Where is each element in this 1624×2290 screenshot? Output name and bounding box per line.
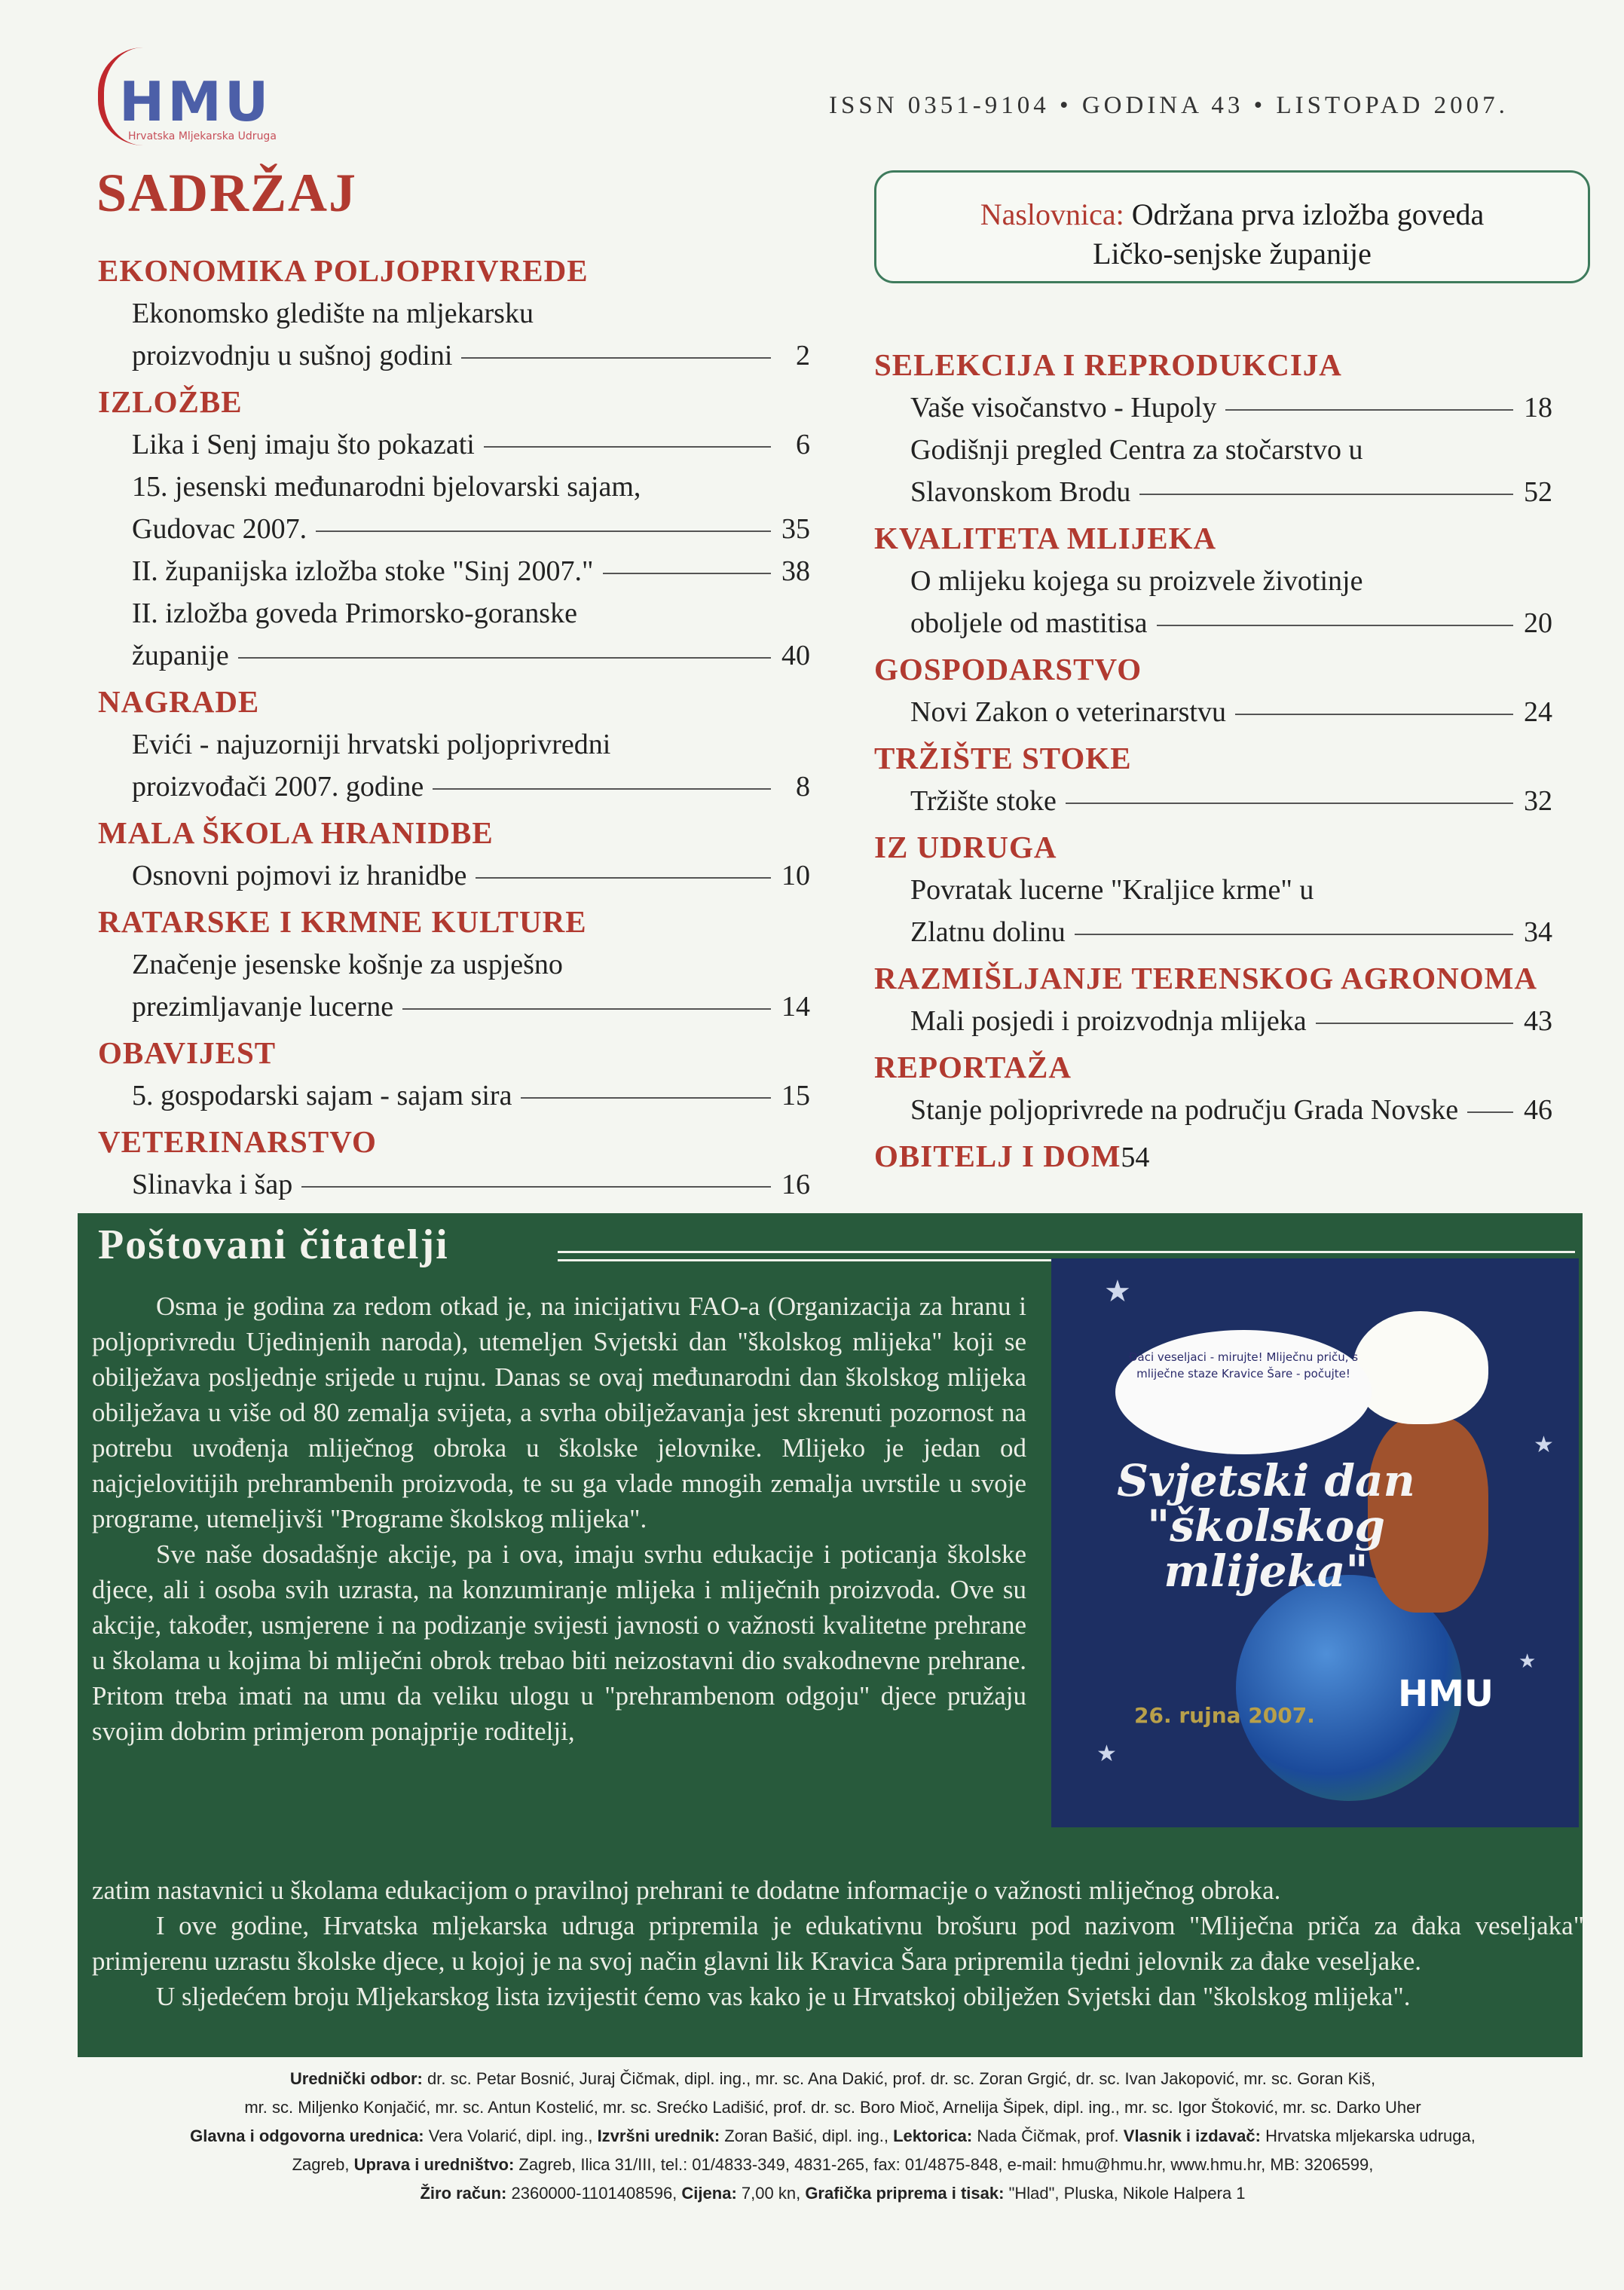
- toc-page-number: 20: [1524, 607, 1552, 639]
- toc-section-heading: RAZMIŠLJANJE TERENSKOG AGRONOMA: [874, 961, 1537, 995]
- toc-page-number: 43: [1524, 1005, 1552, 1037]
- school-milk-poster: [1051, 1258, 1579, 1827]
- toc-entry: [910, 1000, 1552, 1042]
- footer-label: Žiro račun:: [420, 2184, 507, 2203]
- leader-line: [484, 446, 771, 448]
- toc-page-number: 24: [1524, 696, 1552, 728]
- toc-section-heading: RATARSKE I KRMNE KULTURE: [98, 904, 587, 939]
- footer-label: Vlasnik i izdavač:: [1123, 2126, 1261, 2145]
- speech-bubble-text: Đaci veseljaci - mirujte! Mliječnu priču, s mliječne staze Kravice Šare - počujte!: [1128, 1350, 1359, 1380]
- toc-page-number: 35: [781, 513, 810, 545]
- toc-entry: [910, 869, 1552, 953]
- toc-page-number: 10: [781, 860, 810, 891]
- toc-section: [98, 900, 810, 1028]
- leader-line: [316, 530, 771, 532]
- toc-entry-title: Vaše visočanstvo - Hupoly: [910, 392, 1217, 423]
- toc-page-number: 34: [1524, 916, 1552, 948]
- leader-line: [1467, 1111, 1513, 1113]
- toc-entry: [132, 292, 810, 377]
- toc-section: [874, 516, 1552, 644]
- footer-label: Uprava i uredništvo:: [353, 2155, 515, 2174]
- toc-section: [98, 380, 810, 677]
- toc-page-number: 54: [1121, 1142, 1150, 1173]
- page-title: SADRŽAJ: [96, 163, 358, 223]
- toc-section: [874, 736, 1552, 822]
- toc-entry: [910, 387, 1552, 429]
- toc-entry: [132, 592, 810, 677]
- toc-section: [874, 343, 1552, 513]
- poster-slogan: Svjetski dan "školskog mlijeka": [1117, 1455, 1415, 1597]
- toc-entry-title: Gudovac 2007.: [132, 513, 307, 545]
- toc-page-number: 16: [781, 1169, 810, 1200]
- letter-paragraph: Sve naše dosadašnje akcije, pa i ova, imaju svrhu edukacije i poticanja školske djece, ali i osoba svih uzrasta, na konzumiranje mlijeka i mliječnih proizvoda. Ove su akcije, također, usmjerene i na podizanje svijesti javnosti o važnosti kvalitetne prehrane u školama u kojima bi mliječni obrok trebao biti neizostavni dio svakodnevne prehrane. Pritom treba imati na umu da veliku ulogu u "prehrambenom odgoju" djece pružaju svojim dobrim primjerom ponajprije roditelji,: [92, 1539, 1026, 1746]
- footer-text: "Hlad", Pluska, Nikole Halpera 1: [1008, 2184, 1246, 2203]
- toc-page-number: 18: [1524, 392, 1552, 423]
- toc-page-number: 38: [781, 555, 810, 587]
- poster-logo: HMU: [1398, 1673, 1494, 1715]
- toc-entry: [910, 429, 1552, 513]
- toc-entry: [132, 943, 810, 1028]
- toc-entry-title-line: Godišnji pregled Centra za stočarstvo u: [910, 434, 1363, 466]
- toc-section: [874, 956, 1552, 1042]
- letter-paragraph: Osma je godina za redom otkad je, na inicijativu FAO-a (Organizacija za hranu i poljoprivredu Ujedinjenih naroda), utemeljen Svjetski dan "školskog mlijeka" koji se obilježava posljednje srijede u rujnu. Danas se ovaj međunarodni dan školskog mlijeka obilježava u više od 80 zemalja svijeta, a svrha obilježavanja jest skrenuti pozornost na potrebu uvođenja mliječnog obroka u školske jelovnike. Mlijeko je jedan od najcjelovitijih prehrambenih proizvoda, te su ga vlade mnogih zemalja uvrstile u svoje programe, utemeljivši "Programe školskog mlijeka".: [92, 1292, 1026, 1533]
- toc-entry: [132, 1075, 810, 1117]
- toc-section: [98, 249, 810, 377]
- toc-page-number: 2: [796, 340, 810, 371]
- toc-section-heading: KVALITETA MLIJEKA: [874, 521, 1217, 555]
- toc-entry-title: Slavonskom Brodu: [910, 476, 1131, 508]
- footer-text: Vera Volarić, dipl. ing.,: [428, 2126, 593, 2145]
- poster-date: 26. rujna 2007.: [1134, 1703, 1315, 1728]
- toc-entry-title-line: Povratak lucerne "Kraljice krme" u: [910, 874, 1314, 906]
- toc-section-heading: MALA ŠKOLA HRANIDBE: [98, 815, 494, 850]
- toc-section-heading: OBITELJ I DOM: [874, 1139, 1121, 1173]
- cow-head-icon: [1353, 1311, 1488, 1424]
- toc-page-number: 32: [1524, 785, 1552, 817]
- toc-entry-title-line: O mlijeku kojega su proizvele životinje: [910, 565, 1363, 597]
- toc-entry: [910, 560, 1552, 644]
- leader-line: [461, 357, 771, 359]
- toc-entry-title-line: II. izložba goveda Primorsko-goranske: [132, 598, 577, 629]
- footer-label: Izvršni urednik:: [597, 2126, 720, 2145]
- toc-entry-title-line: 15. jesenski međunarodni bjelovarski sajam,: [132, 471, 641, 503]
- toc-section-heading: IZLOŽBE: [98, 384, 243, 419]
- footer-label: Cijena:: [681, 2184, 737, 2203]
- toc-section: [98, 1031, 810, 1117]
- toc-section-heading: OBAVIJEST: [98, 1035, 277, 1070]
- toc-entry-title: 5. gospodarski sajam - sajam sira: [132, 1080, 512, 1111]
- leader-line: [476, 877, 771, 879]
- cover-note-box: [874, 170, 1590, 283]
- footer-label: Urednički odbor:: [289, 2069, 423, 2088]
- toc-entry-title-line: Značenje jesenske košnje za uspješno: [132, 949, 563, 980]
- toc-section: [98, 811, 810, 897]
- star-icon: ★: [1096, 1741, 1117, 1766]
- colophon: [83, 2065, 1583, 2208]
- toc-section: [874, 647, 1552, 733]
- toc-right-column: [874, 343, 1552, 1181]
- toc-entry-title: proizvođači 2007. godine: [132, 771, 424, 803]
- leader-line: [1139, 494, 1513, 495]
- cover-label: Naslovnica:: [980, 197, 1124, 231]
- leader-line: [1066, 803, 1513, 804]
- toc-entry: [910, 1089, 1552, 1131]
- letter-body-lower: [92, 1873, 1584, 2014]
- toc-section: [98, 1120, 810, 1206]
- footer-text: Zoran Bašić, dipl. ing.,: [724, 2126, 888, 2145]
- toc-left-column: [98, 249, 810, 1209]
- toc-page-number: 15: [781, 1080, 810, 1111]
- leader-line: [603, 573, 771, 574]
- toc-page-number: 46: [1524, 1094, 1552, 1126]
- toc-section-heading: SELEKCIJA I REPRODUKCIJA: [874, 347, 1342, 382]
- footer-text: dr. sc. Petar Bosnić, Juraj Čičmak, dipl. ing., mr. sc. Ana Dakić, prof. dr. sc. Zoran Grgić, dr. sc. Ivan Jakopović, mr. sc. Goran Kiš,: [427, 2069, 1376, 2088]
- toc-entry-title-line: Ekonomsko gledište na mljekarsku: [132, 298, 534, 329]
- star-icon: ★: [1104, 1274, 1131, 1308]
- toc-page-number: 14: [781, 991, 810, 1023]
- toc-entry-title: Osnovni pojmovi iz hranidbe: [132, 860, 467, 891]
- toc-entry-title: proizvodnju u sušnoj godini: [132, 340, 453, 371]
- leader-line: [1075, 934, 1513, 935]
- letter-body-upper: [92, 1289, 1026, 1749]
- toc-section-heading: REPORTAŽA: [874, 1050, 1072, 1084]
- toc-page-number: 8: [796, 771, 810, 803]
- masthead: ISSN 0351-9104 • GODINA 43 • LISTOPAD 2007.: [829, 92, 1509, 119]
- footer-text: Hrvatska mljekarska udruga,: [1265, 2126, 1476, 2145]
- footer-text: 7,00 kn,: [741, 2184, 801, 2203]
- cover-note: [876, 195, 1588, 274]
- toc-entry-title: Mali posjedi i proizvodnja mlijeka: [910, 1005, 1307, 1037]
- toc-page-number: 52: [1524, 476, 1552, 508]
- toc-entry-title: Lika i Senj imaju što pokazati: [132, 429, 475, 460]
- toc-page-number: 40: [781, 640, 810, 671]
- star-icon: ★: [1518, 1650, 1537, 1672]
- footer-label: Glavna i odgovorna urednica:: [190, 2126, 424, 2145]
- leader-line: [301, 1186, 771, 1188]
- toc-section-heading: TRŽIŠTE STOKE: [874, 741, 1132, 775]
- toc-page-number: 6: [796, 429, 810, 460]
- footer-label: Lektorica:: [893, 2126, 973, 2145]
- toc-section: [874, 1045, 1552, 1131]
- toc-section-heading: NAGRADE: [98, 684, 260, 719]
- toc-entry-title: Slinavka i šap: [132, 1169, 293, 1200]
- footer-text: 2360000-1101408596,: [511, 2184, 677, 2203]
- toc-section-heading: VETERINARSTVO: [98, 1124, 377, 1159]
- toc-entry: [132, 855, 810, 897]
- leader-line: [433, 788, 771, 790]
- toc-section-heading: EKONOMIKA POLJOPRIVREDE: [98, 253, 589, 288]
- hmu-logo: [98, 41, 354, 154]
- footer-text: Zagreb,: [292, 2155, 350, 2174]
- star-icon: ★: [1534, 1432, 1554, 1457]
- leader-line: [402, 1008, 771, 1010]
- toc-entry-title: Tržište stoke: [910, 785, 1057, 817]
- toc-entry: [132, 550, 810, 592]
- leader-line: [238, 657, 771, 659]
- toc-entry-title: II. županijska izložba stoke "Sinj 2007.": [132, 555, 594, 587]
- toc-entry-title: Novi Zakon o veterinarstvu: [910, 696, 1226, 728]
- toc-entry: [132, 466, 810, 550]
- toc-entry: [132, 1163, 810, 1206]
- toc-entry-title: prezimljavanje lucerne: [132, 991, 394, 1023]
- leader-line: [1235, 714, 1513, 715]
- toc-section-heading: GOSPODARSTVO: [874, 652, 1142, 686]
- logo-tagline: Hrvatska Mljekarska Udruga: [128, 130, 277, 142]
- toc-entry-title: Stanje poljoprivrede na području Grada Novske: [910, 1094, 1459, 1126]
- leader-line: [1316, 1023, 1513, 1024]
- leader-line: [1225, 409, 1513, 411]
- leader-line: [521, 1097, 771, 1099]
- toc-entry-title-line: Evići - najuzorniji hrvatski poljoprivredni: [132, 729, 611, 760]
- cover-text-2: Ličko-senjske županije: [1093, 237, 1372, 271]
- letter-title: Poštovani čitatelji: [98, 1221, 449, 1268]
- footer-text: mr. sc. Miljenko Konjačić, mr. sc. Antun Kostelić, mr. sc. Srećko Ladišić, prof. dr. sc. Boro Mioč, Arnelija Šipek, dipl. ing., mr. sc. Igor Štoković, mr. sc. Darko Uher: [244, 2098, 1421, 2117]
- toc-section-heading: IZ UDRUGA: [874, 830, 1057, 864]
- leader-line: [1157, 625, 1513, 626]
- toc-entry-title: oboljele od mastitisa: [910, 607, 1148, 639]
- letter-paragraph: zatim nastavnici u školama edukacijom o pravilnoj prehrani te dodatne informacije o važnosti mliječnog obroka.: [92, 1876, 1281, 1905]
- toc-entry-title: županije: [132, 640, 229, 671]
- footer-text: Nada Čičmak, prof.: [977, 2126, 1119, 2145]
- toc-section: [874, 825, 1552, 953]
- toc-section: [98, 680, 810, 808]
- logo-mark: HMU: [119, 70, 272, 133]
- letter-paragraph: U sljedećem broju Mljekarskog lista izvijestit ćemo vas kako je u Hrvatskoj obilježen Svjetski dan "školskog mlijeka".: [156, 1982, 1411, 2011]
- footer-label: Grafička priprema i tisak:: [805, 2184, 1005, 2203]
- toc-entry: [910, 691, 1552, 733]
- footer-text: Zagreb, Ilica 31/III, tel.: 01/4833-349, 4831-265, fax: 01/4875-848, e-mail: hmu@hmu.hr, www.hmu.hr, MB: 3206599,: [518, 2155, 1374, 2174]
- toc-section: [874, 1134, 1552, 1178]
- letter-paragraph: I ove godine, Hrvatska mljekarska udruga pripremila je edukativnu brošuru pod nazivom "Mliječna priča za đaka veseljaka" primjerenu uzrastu školske djece, u kojoj je na svoj način glavni lik Kravica Šara pripremila tjedni jelovnik za đake veseljake.: [92, 1911, 1584, 1976]
- toc-entry: [132, 723, 810, 808]
- toc-entry-title: Zlatnu dolinu: [910, 916, 1066, 948]
- cover-text-1: Održana prva izložba goveda: [1131, 197, 1485, 231]
- toc-entry: [132, 423, 810, 466]
- toc-entry: [910, 780, 1552, 822]
